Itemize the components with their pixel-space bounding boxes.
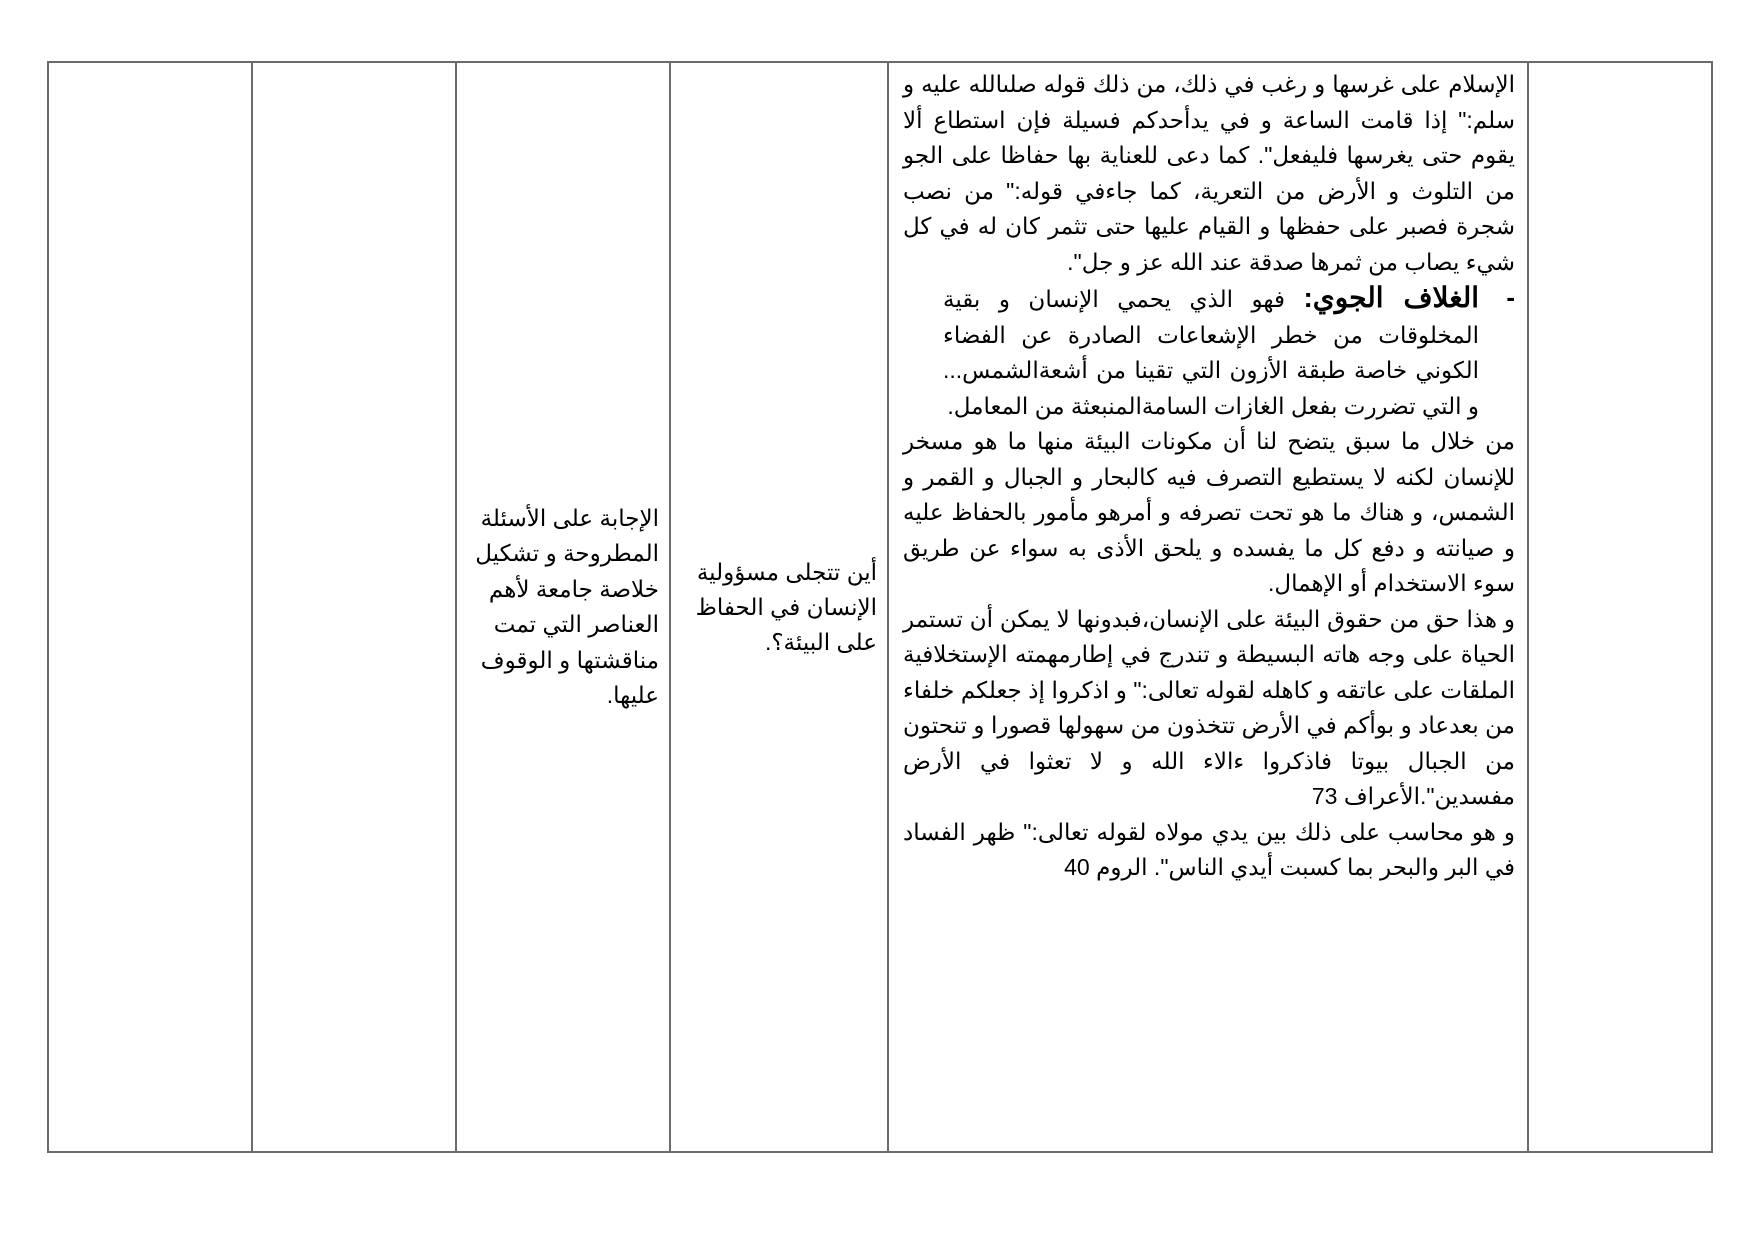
bullet-text: فهو الذي يحمي الإنسان و بقية المخلوقات من خطر الإشعاعات الصادرة عن الفضاء الكوني خاصة طبقة الأزون التي تقينا من أشعةالشمس... و التي تضررت بفعل الغازات السامةالمنبعثة من المعامل. [943,286,1479,419]
content-cell [888,62,1528,1152]
table-row [48,62,1712,1152]
paragraph-accountability: و هو محاسب على ذلك بين يدي مولاه لقوله تعالى:" ظهر الفساد في البر والبحر بما كسبت أيدي الناس". الروم 40 [903,818,1515,880]
paragraph-trees: الإسلام على غرسها و رغب في ذلك، من ذلك قوله صلىالله عليه و سلم:" إذا قامت الساعة و في يدأحدكم فسيلة فإن استطاع ألا يقوم حتى يغرسها فليفعل". كما دعى للعناية بها حفاظا على الجو من التلوث و الأرض من التعرية، كما جاءفي قوله:" من نصب شجرة فصبر على حفظها و القيام عليها حتى تثمر كان له في كل شيء يصاب من ثمرها صدقة عند الله عز و جل". [903,71,1515,275]
activity-cell [456,62,670,1152]
bullet-dash: - [1506,282,1515,312]
empty-cell-right [1528,62,1712,1152]
paragraph-rights: و هذا حق من حقوق البيئة على الإنسان،فبدونها لا يمكن أن تستمر الحياة على وجه هاته البسيطة و تندرج في إطارمهمته الإستخلافية الملقات على عاتقه و كاهله لقوله تعالى:" و اذكروا إذ جعلكم خلفاء من بعدعاد و بوأكم في الأرض تتخذون من سهولها قصورا و تنحتون من الجبال بيوتا فاذكروا ءالاء الله و لا تعثوا في الأرض مفسدين".الأعراف 73 [903,605,1515,809]
question-text: أين تتجلى مسؤولية الإنسان في الحفاظ على البيئة؟. [695,558,877,655]
question-cell [670,62,888,1152]
bullet-atmosphere [903,280,1515,424]
empty-cell-second [252,62,456,1152]
activity-text: الإجابة على الأسئلة المطروحة و تشكيل خلاصة جامعة لأهم العناصر التي تمت مناقشتها و الوقوف عليها. [475,504,659,708]
bullet-title: الغلاف الجوي: [1303,282,1480,313]
lesson-table [47,61,1713,1153]
empty-cell-left [48,62,252,1152]
paragraph-conclusion: من خلال ما سبق يتضح لنا أن مكونات البيئة منها ما هو مسخر للإنسان لكنه لا يستطيع التصرف فيه كالبحار و الجبال و القمر و الشمس، و هناك ما هو تحت تصرفه و أمرهو مأمور بالحفاظ عليه و صيانته و دفع كل ما يفسده و يلحق الأذى به سواء عن طريق سوء الاستخدام أو الإهمال. [903,428,1515,596]
